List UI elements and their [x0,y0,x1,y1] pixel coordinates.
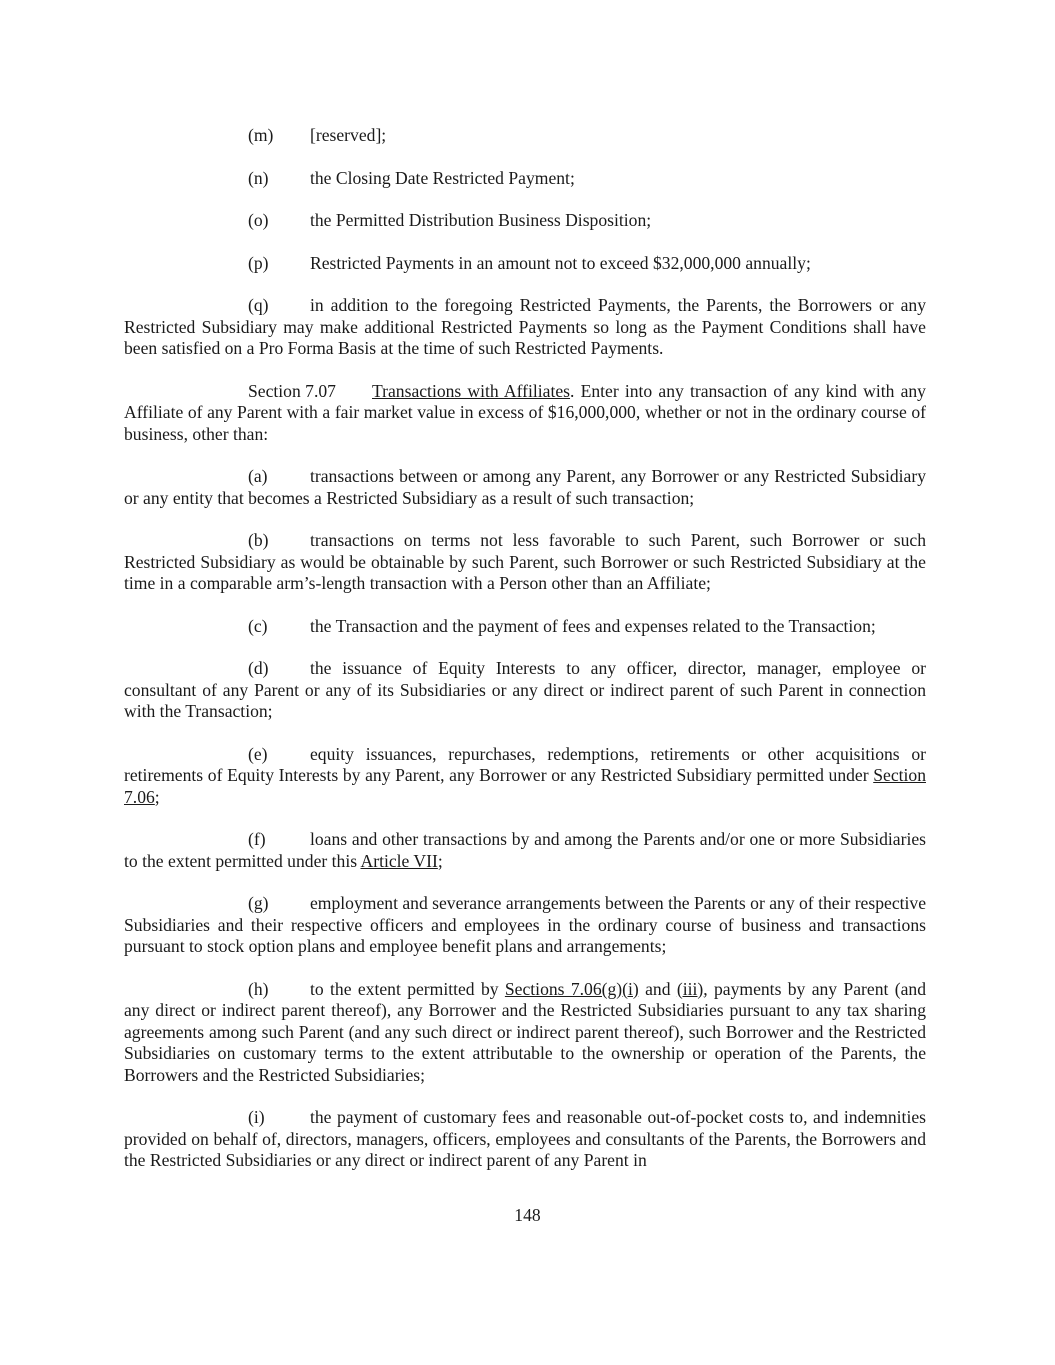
list-item-b [124,530,926,595]
item-text: and [638,978,677,999]
item-label: (o) [248,210,269,230]
article-reference-link: Article VII [360,850,438,871]
list-item-p [124,253,926,275]
item-text: Restricted Payments in an amount not to exceed $32,000,000 annually; [310,252,811,273]
item-label: (n) [248,167,269,188]
document-page [124,125,926,1193]
item-tail: ; [437,850,443,871]
page-number: 148 [514,1205,541,1225]
list-item-n [124,168,926,190]
list-item-a [124,466,926,509]
section-body: . Enter into any transaction of any kind with any Affiliate of any Parent with a fair market value in excess of $16,000,000, whether or not in the ordinary course of business, other than: [124,380,926,444]
list-item-i [124,1107,926,1172]
item-text: the Closing Date Restricted Payment; [310,167,575,188]
list-item-g [124,893,926,958]
section-title: Transactions with Affiliates [372,380,571,401]
list-item-q [124,295,926,360]
item-text: to the extent permitted by [310,978,505,999]
item-text: , payments by any Parent (and any direct or indirect parent thereof), any Borrower and the Restricted Subsidiaries pursuant to any tax sharing agreements among such Parent (and any such direct or indirect parent thereof), such Borrower and the Restricted Subsidiaries on customary terms to the extent attributable to the ownership or operation of the Parents, the Borrowers and the Restricted Subsidiaries; [124,978,926,1085]
item-tail: ; [154,786,160,807]
list-item-f [124,829,926,872]
section-reference-link: Sections 7.06(g)(i) [504,978,639,999]
item-label: (f) [248,829,266,849]
item-text: the payment of customary fees and reasonable out-of-pocket costs to, and indemnities provided on behalf of, directors, managers, officers, employees and consultants of the Parents, the Borrowers and the Restricted Subsidiaries or any direct or indirect parent of any Parent in [124,1107,926,1170]
list-item-d [124,658,926,723]
item-text: [reserved]; [310,125,387,145]
section-reference-link: (iii) [676,978,704,999]
section-number: Section 7.07 [248,380,336,401]
list-item-m [124,125,926,147]
list-item-o [124,210,926,232]
item-label: (d) [248,658,269,678]
item-text: the issuance of Equity Interests to any officer, director, manager, employee or consultant of any Parent or any of its Subsidiaries or any direct or indirect parent of such Parent in connection with the Transaction; [124,658,926,721]
item-text: loans and other transactions by and among the Parents and/or one or more Subsidiaries to the extent permitted under this [124,829,926,871]
item-label: (h) [248,978,269,999]
item-label: (g) [248,893,269,913]
list-item-c [124,616,926,638]
item-label: (e) [248,743,268,764]
section-7-07 [124,381,926,446]
list-item-e [124,744,926,809]
item-text: employment and severance arrangements between the Parents or any of their respective Subsidiaries and their respective officers and employees in the ordinary course of business and transactions pursuant to stock option plans and employee benefit plans and arrangements; [124,893,927,956]
item-label: (m) [248,125,274,145]
item-label: (b) [248,530,269,550]
item-text: equity issuances, repurchases, redemptions, retirements or other acquisitions or retirements of Equity Interests by any Parent, any Borrower or any Restricted Subsidiary permitted under [124,743,926,785]
item-text: in addition to the foregoing Restricted Payments, the Parents, the Borrowers or any Restricted Subsidiary may make additional Restricted Payments so long as the Payment Conditions shall have been satisfied on a Pro Forma Basis at the time of such Restricted Payments. [124,295,926,358]
item-label: (a) [248,466,268,486]
item-label: (c) [248,615,268,636]
item-label: (q) [248,295,269,315]
item-text: transactions on terms not less favorable to such Parent, such Borrower or such Restricted Subsidiary as would be obtainable by such Parent, such Borrower or such Restricted Subsidiary at the time in a comparable arm’s-length transaction with a Person other than an Affiliate; [124,530,926,593]
item-text: transactions between or among any Parent, any Borrower or any Restricted Subsidiary or any entity that becomes a Restricted Subsidiary as a result of such transaction; [124,466,926,508]
item-label: (p) [248,252,269,273]
section-reference-link: Section 7.06 [124,765,926,807]
item-text: the Permitted Distribution Business Disposition; [310,210,652,230]
item-label: (i) [248,1107,265,1127]
list-item-h [124,979,926,1087]
item-text: the Transaction and the payment of fees and expenses related to the Transaction; [310,615,876,636]
